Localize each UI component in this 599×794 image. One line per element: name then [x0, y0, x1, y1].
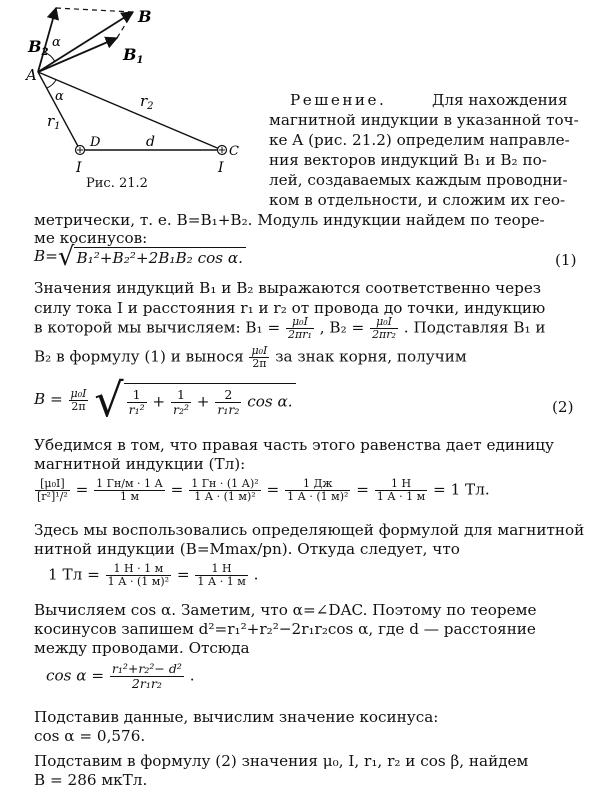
label-alpha-bottom: α: [55, 89, 64, 104]
solution-line: ком в отдельности, и сложим их гео-: [269, 191, 566, 209]
tesla-equation: 1 Тл = $\frac{1 Н \cdot 1 м}{\text{1 А · (1 м)²}}$ = $\frac{1 Н}{1 А \cdot 1 м}$ .: [48, 562, 259, 588]
label-i-right: I: [218, 160, 224, 176]
text-line: между проводами. Отсюда: [34, 639, 250, 657]
final-answer: B = 286 мкТл.: [34, 771, 148, 789]
label-i-left: I: [76, 160, 82, 176]
label-b1: B1: [123, 45, 144, 66]
text-line: Подставим в формулу (2) значения μ₀, I, r₁, r₂ и cos β, найдем: [34, 752, 529, 770]
text-line-with-formulas: в которой мы вычисляем: B₁ = $\frac{\text{μ₀I}}{\text{2πr₁}}$ , B₂ = $\frac{\text{μ₀I}}{\text{2πr₂}}$ . Подставляя B₁ и: [34, 315, 546, 341]
text-line: Подставив данные, вычислим значение косинуса:: [34, 708, 439, 726]
solution-heading: Решение.: [290, 91, 387, 109]
label-d-point: D: [90, 135, 101, 150]
equation-2: B = $\frac{\text{μ₀I}}{2\pi}$ √ $\frac{1}{\text{r₁²}}$ + $\frac{1}{\text{r₂²}}$ + $\frac{2}{\text{r₁r₂}}$ cos α.: [34, 383, 296, 417]
label-c-point: C: [229, 144, 239, 159]
dash-2: [117, 12, 133, 38]
label-r1: $r_1$: [47, 112, 61, 132]
equation-1-number: (1): [555, 251, 577, 269]
angle-arc-bottom: [47, 80, 56, 88]
text-line: силу тока I и расстояния r₁ и r₂ от провода до точки, индукцию: [34, 299, 546, 317]
text-line: нитной индукции (B=Mmax/pn). Откуда следует, что: [34, 540, 460, 558]
label-b: B: [138, 7, 152, 26]
label-b2: B2: [28, 37, 49, 58]
text-line: Убедимся в том, что правая часть этого равенства дает единицу: [34, 436, 554, 454]
label-r2: $r_2$: [140, 92, 154, 112]
side-r1: [38, 72, 80, 150]
solution-line: метрически, т. е. B=B₁+B₂. Модуль индукции найдем по теоре-: [34, 211, 545, 229]
units-equation: $\frac{\text{[μ₀I]}}{\text{[r²]¹/²}}$ = $\frac{1 Гн/м \cdot 1 А}{1 м}$ = $\frac{\text{1 Гн · (1 А)²}}{\text{1 А · (1 м)²}}$ = $\frac{1 Дж}{\text{1 А · (1 м)²}}$ = $\frac{1 Н}{1 А \cdot 1 м}$ = 1 Тл.: [37, 477, 490, 503]
label-alpha-top: α: [52, 35, 61, 50]
cosine-value: cos α = 0,576.: [34, 727, 146, 745]
label-d-distance: d: [146, 134, 155, 150]
text-line: Здесь мы воспользовались определяющей формулой для магнитной: [34, 521, 585, 539]
dash-1: [56, 8, 133, 12]
solution-line: ния векторов индукций B₁ и B₂ по-: [269, 151, 547, 169]
solution-line: лей, создаваемых каждым проводни-: [269, 171, 568, 189]
equation-2-number: (2): [552, 398, 574, 416]
text-line-with-formulas: B₂ в формулу (1) и вынося $\frac{\text{μ₀I}}{2\pi}$ за знак корня, получим: [34, 344, 467, 370]
text-line: магнитной индукции (Тл):: [34, 455, 246, 473]
label-a: A: [26, 66, 37, 84]
solution-line: Для нахождения: [432, 91, 568, 109]
figure-caption: Рис. 21.2: [86, 176, 148, 191]
text-line: Вычисляем cos α. Заметим, что α=∠DAC. Поэтому по теореме: [34, 601, 537, 619]
solution-line: ме косинусов:: [34, 229, 148, 247]
cosine-equation: cos α = $\frac{\text{r₁²+r₂²− d²}}{\text{2r₁r₂}}$ .: [46, 661, 195, 691]
side-r2: [38, 72, 222, 150]
text-line: Значения индукций B₁ и B₂ выражаются соответственно через: [34, 279, 542, 297]
solution-line: ке A (рис. 21.2) определим направле-: [269, 131, 570, 149]
solution-line: магнитной индукции в указанной точ-: [269, 111, 579, 129]
figure-21-2: [0, 0, 270, 190]
text-line: косинусов запишем d²=r₁²+r₂²−2r₁r₂cos α, где d — расстояние: [34, 620, 536, 638]
equation-1: B=√ B₁²+B₂²+2B₁B₂ cos α.: [34, 247, 246, 267]
